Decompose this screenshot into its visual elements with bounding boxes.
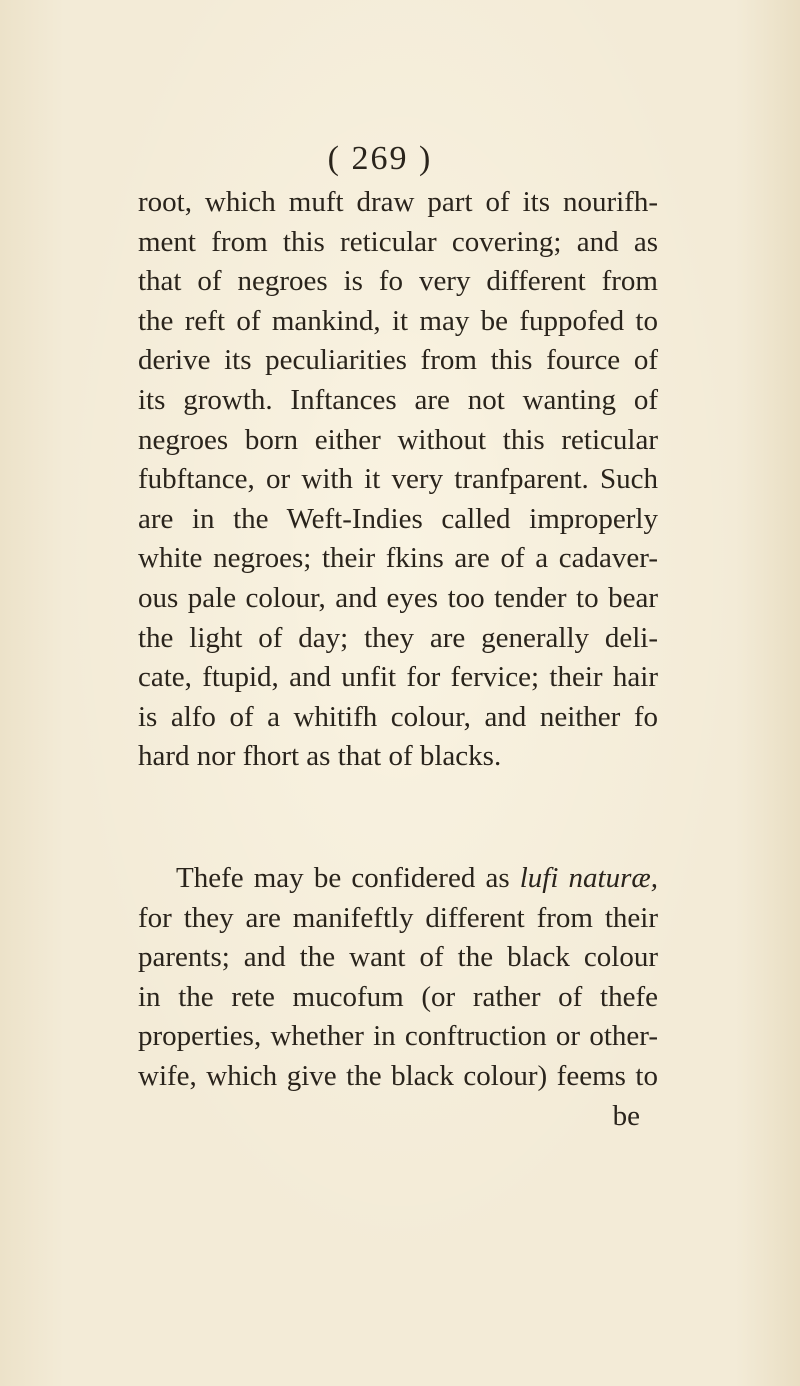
text-line: properties, whether in conftruction or other-	[138, 1020, 658, 1053]
paragraph-2	[138, 859, 658, 1136]
text-line: are in the Weft-Indies called improperly	[138, 502, 658, 535]
text-line: derive its peculiarities from this fource of	[138, 344, 658, 377]
text-line	[138, 859, 658, 899]
text-line: parents; and the want of the black colour	[138, 941, 658, 974]
text-line: root, which muft draw part of its nourifh-	[138, 186, 658, 218]
italic-phrase: lufi naturæ,	[519, 862, 658, 894]
text-line: wife, which give the black colour) feems to	[138, 1059, 658, 1092]
text-line: ment from this reticular covering; and as	[138, 225, 658, 258]
text-line: in the rete mucofum (or rather of thefe	[138, 980, 658, 1013]
text-line: white negroes; their fkins are of a cadaver-	[138, 542, 658, 575]
text-line: the reft of mankind, it may be fuppofed to	[138, 304, 658, 337]
text-run: Thefe may be confidered as	[176, 862, 520, 894]
text-line: fubftance, or with it very tranfparent. Such	[138, 463, 658, 496]
text-line: negroes born either without this reticular	[138, 423, 658, 456]
text-line: that of negroes is fo very different from	[138, 265, 658, 298]
text-line: its growth. Inftances are not wanting of	[138, 383, 658, 416]
text-line: the light of day; they are generally deli-	[138, 621, 658, 654]
page-number: ( 269 )	[327, 140, 433, 177]
text-line: is alfo of a whitifh colour, and neither fo	[138, 700, 658, 733]
text-line: ous pale colour, and eyes too tender to bear	[138, 581, 658, 614]
text-line: cate, ftupid, and unfit for fervice; their hair	[138, 661, 658, 694]
text-line: for they are manifeftly different from their	[138, 901, 658, 934]
paragraph-1	[138, 183, 658, 777]
catchword: be	[612, 1099, 640, 1132]
text-line: hard nor fhort as that of blacks.	[138, 740, 502, 773]
